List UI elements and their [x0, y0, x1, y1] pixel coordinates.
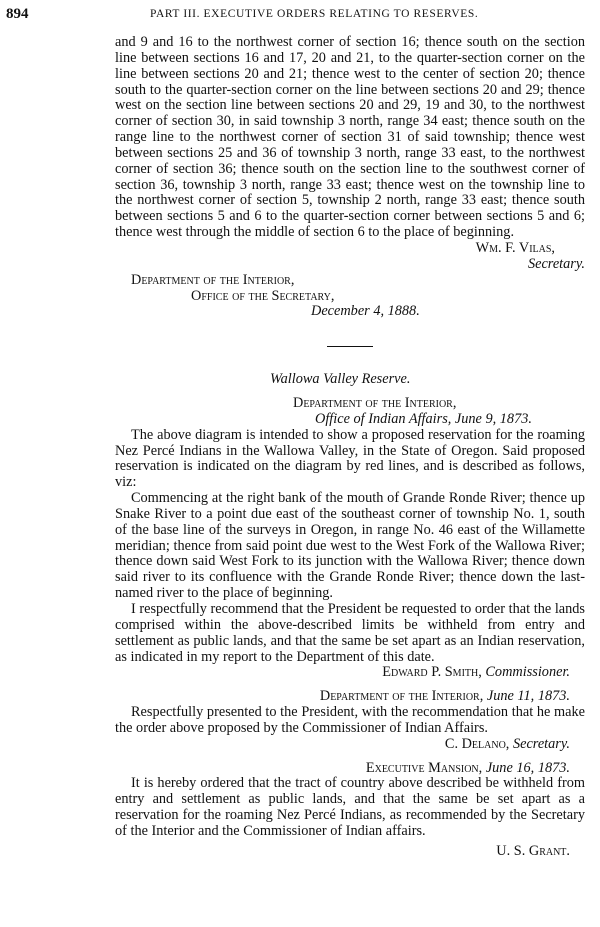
office-secretary-1888: Office of the Secretary, [191, 287, 335, 304]
paragraph-presented: Respectfully presented to the President, with the recommendation that he make the order above proposed by the Commissioner of Indian Affairs. [115, 704, 585, 736]
signer-vilas: Wm. F. Vilas, [475, 239, 555, 256]
signer-vilas-title: Secretary. [527, 255, 585, 272]
running-header [0, 6, 600, 26]
page-number: 894 [6, 6, 29, 22]
signature-smith: Edward P. Smith, Commissioner. [382, 664, 570, 681]
page-body [115, 35, 585, 860]
paragraph-boundary: Commencing at the right bank of the mouth of Grande Ronde River; thence up Snake River to a point due east of the southeast corner of township No. 1, south of the base line of the surveys in Oregon, in range No. 46 east of the Willamette meridian; thence from said point due west to the West Fork of the Wallowa River; thence down said West Fork to its junction with the Wallowa River; thence down said river to its confluence with the Grande Ronde River; thence down the last-named river to the place of beginning. [115, 490, 585, 602]
paragraph-recommend: I respectfully recommend that the President be requested to order that the lands comprised within the above-described limits be withheld from entry and settlement as public lands, and that the same be set apart as an Indian reservation, as indicated in my report to the Department of this date. [115, 601, 585, 665]
section-title: Wallowa Valley Reserve. [270, 371, 411, 388]
letter-dept-heading: Department of the Interior, [293, 395, 457, 412]
section-divider [327, 346, 373, 347]
continuation-paragraph: and 9 and 16 to the northwest corner of section 16; thence south on the section line between sections 16 and 17, 20 and 21, to the quarter-section corner on the line between sections 20 and 21; thence west to the center of section 20; thence south to the quarter-section corner on the line between sections 20 and 29; thence west on the section line between sections 20 and 29, 19 and 30, to the northwest corner of section 30, in said township 3 north, range 34 east; thence south on the range line to the northwest corner of section 31 of said township; thence west between sections 25 and 36 of township 3 north, range 33 east, to the northwest corner of section 36; thence south on the section line to the southwest corner of section 36, township 3 north, range 33 east; thence west on the township line to the northwest corner of section 5, township 2 north, range 33 east; thence south between sections 5 and 6 to the quarter-section corner between sections 5 and 6; thence west through the middle of section 6 to the place of beginning. [115, 34, 585, 241]
running-title: PART III. EXECUTIVE ORDERS RELATING TO RESERVES. [150, 8, 479, 20]
signature-grant: U. S. Grant. [496, 842, 570, 859]
paragraph-diagram: The above diagram is intended to show a proposed reservation for the roaming Nez Percé Indians in the Wallowa Valley, in the State of Oregon. Said proposed reservation is indicated on the diagram by red lines, and is described as follows, viz: [115, 426, 585, 491]
paragraph-ordered: It is hereby ordered that the tract of country above described be withheld from entry and settlement as public lands, and that the same be set apart as a reservation for the roaming Nez Percé Indians, as recommended by the Secretary of the Interior and the Commissioner of Indian affairs. [115, 775, 585, 839]
executive-mansion-heading: Executive Mansion, June 16, 1873. [365, 759, 570, 776]
dept-interior-1888: Department of the Interior, [131, 271, 295, 288]
letter-office-date: Office of Indian Affairs, June 9, 1873. [315, 410, 532, 427]
date-1888: December 4, 1888. [311, 303, 420, 320]
signature-delano: C. Delano, Secretary. [444, 735, 570, 752]
dept-interior-1873: Department of the Interior, June 11, 1873. [319, 688, 570, 705]
